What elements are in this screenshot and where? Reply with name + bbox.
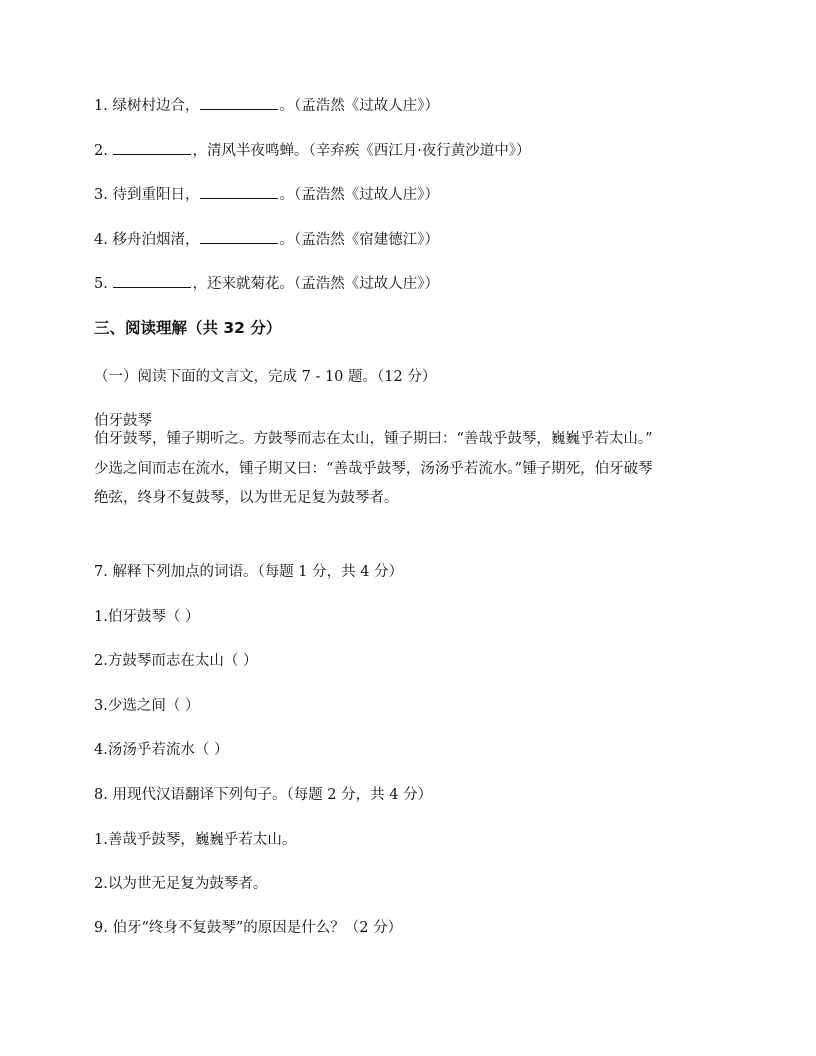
fill-blank-3: [94, 184, 439, 205]
passage-line-2: 少选之间而志在流水，锺子期又曰：“善哉乎鼓琴，汤汤乎若流水。”锺子期死，伯牙破琴: [94, 460, 653, 477]
question-7-item-2: 2.方鼓琴而志在太山（ ）: [94, 653, 258, 669]
blank-5-before: 5.: [94, 276, 113, 292]
blank-2-line[interactable]: [113, 140, 191, 155]
section-heading: 三、阅读理解（共 32 分）: [94, 319, 282, 337]
blank-2-after: ，清风半夜鸣蝉。（辛弃疾《西江月·夜行黄沙道中》）: [192, 143, 531, 159]
fill-blank-4: [94, 229, 439, 250]
blank-3-after: 。（孟浩然《过故人庄》）: [279, 187, 439, 203]
passage-body: [94, 425, 724, 514]
question-7-item-4: 4.汤汤乎若流水（ ）: [94, 742, 229, 758]
blank-5-after: ，还来就菊花。（孟浩然《过故人庄》）: [192, 276, 439, 292]
fill-blank-5: [94, 273, 439, 294]
sub-section-heading: （一）阅读下面的文言文，完成 7 - 10 题。（12 分）: [94, 369, 437, 385]
question-8-item-1: 1.善哉乎鼓琴，巍巍乎若太山。: [94, 832, 297, 848]
question-7-item-1: 1.伯牙鼓琴（ ）: [94, 609, 200, 625]
blank-2-before: 2.: [94, 143, 113, 159]
question-7-prompt: 7. 解释下列加点的词语。（每题 1 分，共 4 分）: [94, 564, 404, 580]
passage-title: 伯牙鼓琴: [94, 413, 152, 429]
question-9-prompt: 9. 伯牙“终身不复鼓琴”的原因是什么？（2 分）: [94, 920, 403, 936]
question-8-item-2: 2.以为世无足复为鼓琴者。: [94, 876, 268, 892]
blank-3-line[interactable]: [200, 184, 278, 199]
question-8-prompt: 8. 用现代汉语翻译下列句子。（每题 2 分，共 4 分）: [94, 787, 433, 803]
question-7-item-3: 3.少选之间（ ）: [94, 698, 200, 714]
blank-1-line[interactable]: [200, 95, 278, 110]
passage-line-1: 伯牙鼓琴，锺子期听之。方鼓琴而志在太山，锺子期曰：“善哉乎鼓琴，巍巍乎若太山。”: [94, 431, 653, 447]
blank-4-before: 4. 移舟泊烟渚，: [94, 232, 200, 248]
blank-1-before: 1. 绿树村边合，: [94, 98, 200, 114]
passage-line-3: 绝弦，终身不复鼓琴，以为世无足复为鼓琴者。: [94, 490, 399, 506]
fill-blank-1: [94, 95, 439, 116]
blank-3-before: 3. 待到重阳日，: [94, 187, 200, 203]
blank-5-line[interactable]: [113, 273, 191, 288]
blank-4-after: 。（孟浩然《宿建德江》）: [279, 232, 439, 248]
blank-1-after: 。（孟浩然《过故人庄》）: [279, 98, 439, 114]
blank-4-line[interactable]: [200, 229, 278, 244]
fill-blank-2: [94, 140, 531, 161]
